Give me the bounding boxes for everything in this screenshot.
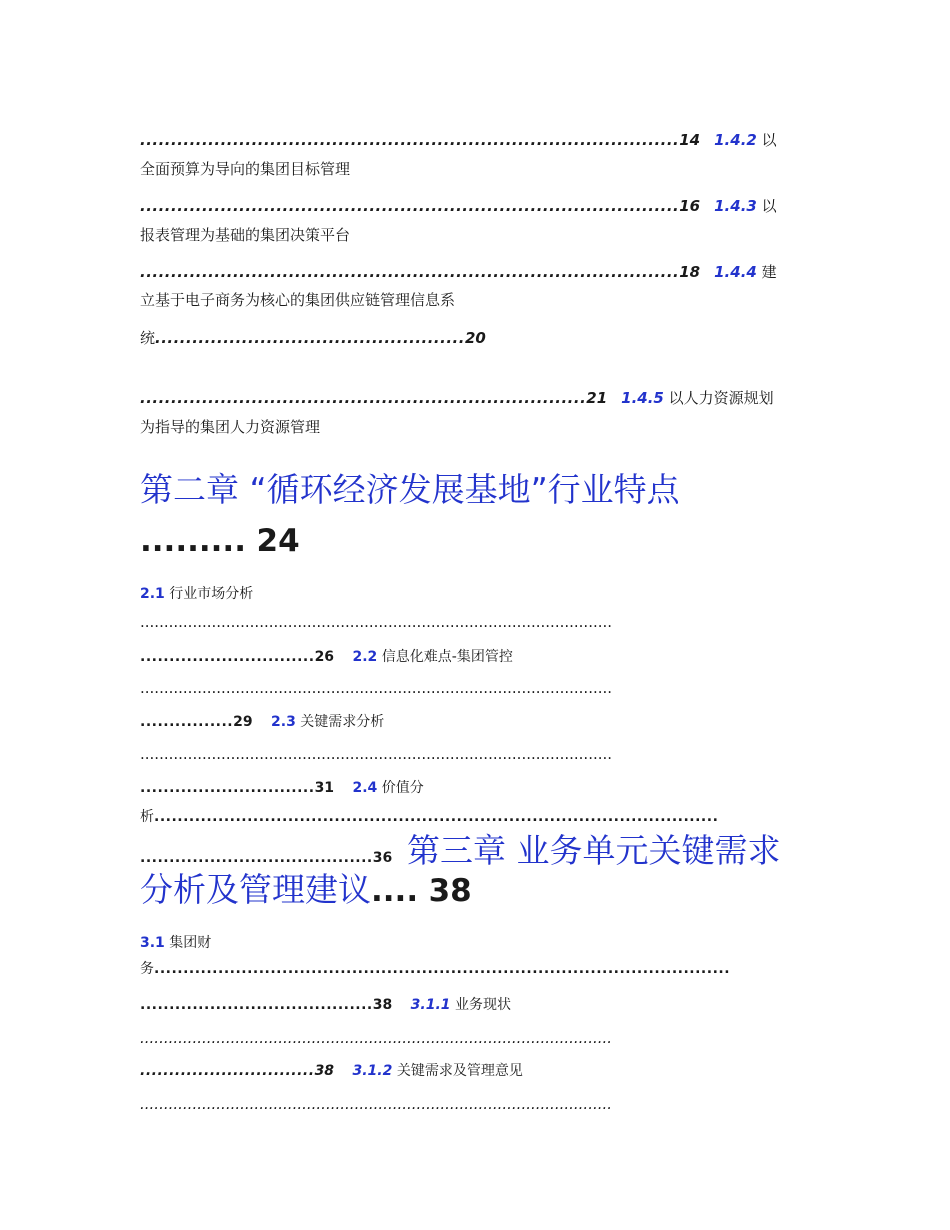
page-number: 26 xyxy=(314,649,335,665)
section-number[interactable]: 3.1 xyxy=(140,935,165,951)
leader-dots: ................................................................................................. xyxy=(154,809,719,825)
page-number: 31 xyxy=(314,780,335,796)
section-title-cont[interactable]: 统 xyxy=(140,329,156,347)
leader-dots: ......... xyxy=(140,523,246,559)
section-number[interactable]: 2.1 xyxy=(140,586,165,602)
section-title[interactable]: 业务现状 xyxy=(455,997,511,1013)
section-title[interactable]: 关键需求及管理意见 xyxy=(396,1063,523,1079)
leader-dots: ........................................ xyxy=(140,850,373,866)
leader-dots: ........................................................................ xyxy=(140,389,587,407)
section-title-cont[interactable]: 全面预算为导向的集团目标管理 xyxy=(140,160,351,178)
page-number: 29 xyxy=(233,714,253,730)
page-number: 14 xyxy=(679,131,701,149)
section-number[interactable]: 1.4.5 xyxy=(621,389,664,407)
section-number[interactable]: 2.3 xyxy=(271,714,296,730)
page-number: 16 xyxy=(679,197,701,215)
leader-dots: ....................................................................................... xyxy=(140,197,680,215)
section-title-cont[interactable]: 报表管理为基础的集团决策平台 xyxy=(140,226,351,244)
section-title[interactable]: 以 xyxy=(761,131,777,149)
leader-dots-full: ................................................................................................... xyxy=(140,1029,613,1047)
section-title[interactable]: 集团财 xyxy=(169,935,212,951)
leader-dots: .... xyxy=(371,873,419,909)
section-number[interactable]: 1.4.3 xyxy=(714,197,757,215)
section-title-cont[interactable]: 务 xyxy=(140,961,154,977)
leader-dots-full: ................................................................................................... xyxy=(140,1095,613,1113)
toc-line-3-1-end xyxy=(140,995,511,1015)
page-number: 18 xyxy=(679,263,701,281)
page-number: 20 xyxy=(464,329,486,347)
toc-line-3-1-cont xyxy=(140,959,730,979)
section-title[interactable]: 以人力资源规划 xyxy=(668,389,774,407)
toc-line-1-4-4 xyxy=(140,262,777,282)
leader-dots: ................ xyxy=(140,714,234,730)
toc-line-1-4-2 xyxy=(140,130,777,150)
section-number[interactable]: 1.4.4 xyxy=(714,263,757,281)
page-number: 38 xyxy=(314,1063,335,1079)
leader-dots: ....................................................................................... xyxy=(140,131,680,149)
toc-line-2-3-end xyxy=(140,778,424,798)
section-number[interactable]: 3.1.2 xyxy=(352,1063,393,1079)
section-title[interactable]: 价值分 xyxy=(381,780,424,796)
page-number: 38 xyxy=(428,873,472,909)
chapter-3-title-line xyxy=(140,870,472,911)
chapter-3-title[interactable]: 第三章 业务单元关键需求 xyxy=(407,831,781,870)
leader-dots: .............................. xyxy=(140,780,315,796)
toc-line-1-4-3 xyxy=(140,196,777,216)
section-number[interactable]: 3.1.1 xyxy=(410,997,451,1013)
leader-dots: .............................. xyxy=(140,1063,315,1079)
chapter-3-title-cont[interactable]: 分析及管理建议 xyxy=(140,870,371,909)
section-number[interactable]: 2.4 xyxy=(352,780,378,796)
toc-line-1-4-4-end xyxy=(140,328,486,348)
section-title[interactable]: 建 xyxy=(761,263,777,281)
toc-line-2-4-cont xyxy=(140,807,718,827)
leader-dots: .................................................. xyxy=(155,329,465,347)
section-title-cont[interactable]: 为指导的集团人力资源管理 xyxy=(140,418,321,436)
toc-line-1-4-5 xyxy=(140,388,774,408)
section-title[interactable]: 信息化难点-集团管控 xyxy=(381,649,513,665)
section-number[interactable]: 2.2 xyxy=(352,649,378,665)
leader-dots: ....................................................................................... xyxy=(140,263,680,281)
toc-line-3-1-1-end xyxy=(140,1061,523,1081)
leader-dots: ........................................ xyxy=(140,997,373,1013)
leader-dots: .............................. xyxy=(140,649,315,665)
section-title-cont[interactable]: 立基于电子商务为核心的集团供应链管理信息系 xyxy=(140,291,456,309)
leader-dots-full: ................................................................................................... xyxy=(140,745,613,763)
section-number[interactable]: 1.4.2 xyxy=(714,131,757,149)
section-title[interactable]: 以 xyxy=(761,197,777,215)
toc-line-2-1 xyxy=(140,584,253,604)
toc-line-2-1-end xyxy=(140,647,513,667)
leader-dots-full: ................................................................................................... xyxy=(140,613,613,631)
section-title[interactable]: 关键需求分析 xyxy=(300,714,385,730)
chapter-2-title[interactable]: 第二章 “循环经济发展基地”行业特点 xyxy=(140,470,680,509)
page-number: 21 xyxy=(586,389,608,407)
leader-dots: ................................................................................................... xyxy=(154,961,731,977)
toc-line-3-1 xyxy=(140,933,211,953)
section-title[interactable]: 行业市场分析 xyxy=(169,586,254,602)
toc-line-2-2-end xyxy=(140,712,384,732)
page-number: 38 xyxy=(372,997,393,1013)
leader-dots-full: ................................................................................................... xyxy=(140,679,613,697)
page-number: 36 xyxy=(372,850,393,866)
section-title-cont[interactable]: 析 xyxy=(140,809,154,825)
page-number: 24 xyxy=(256,523,300,559)
chapter-2-page-line xyxy=(140,520,300,561)
